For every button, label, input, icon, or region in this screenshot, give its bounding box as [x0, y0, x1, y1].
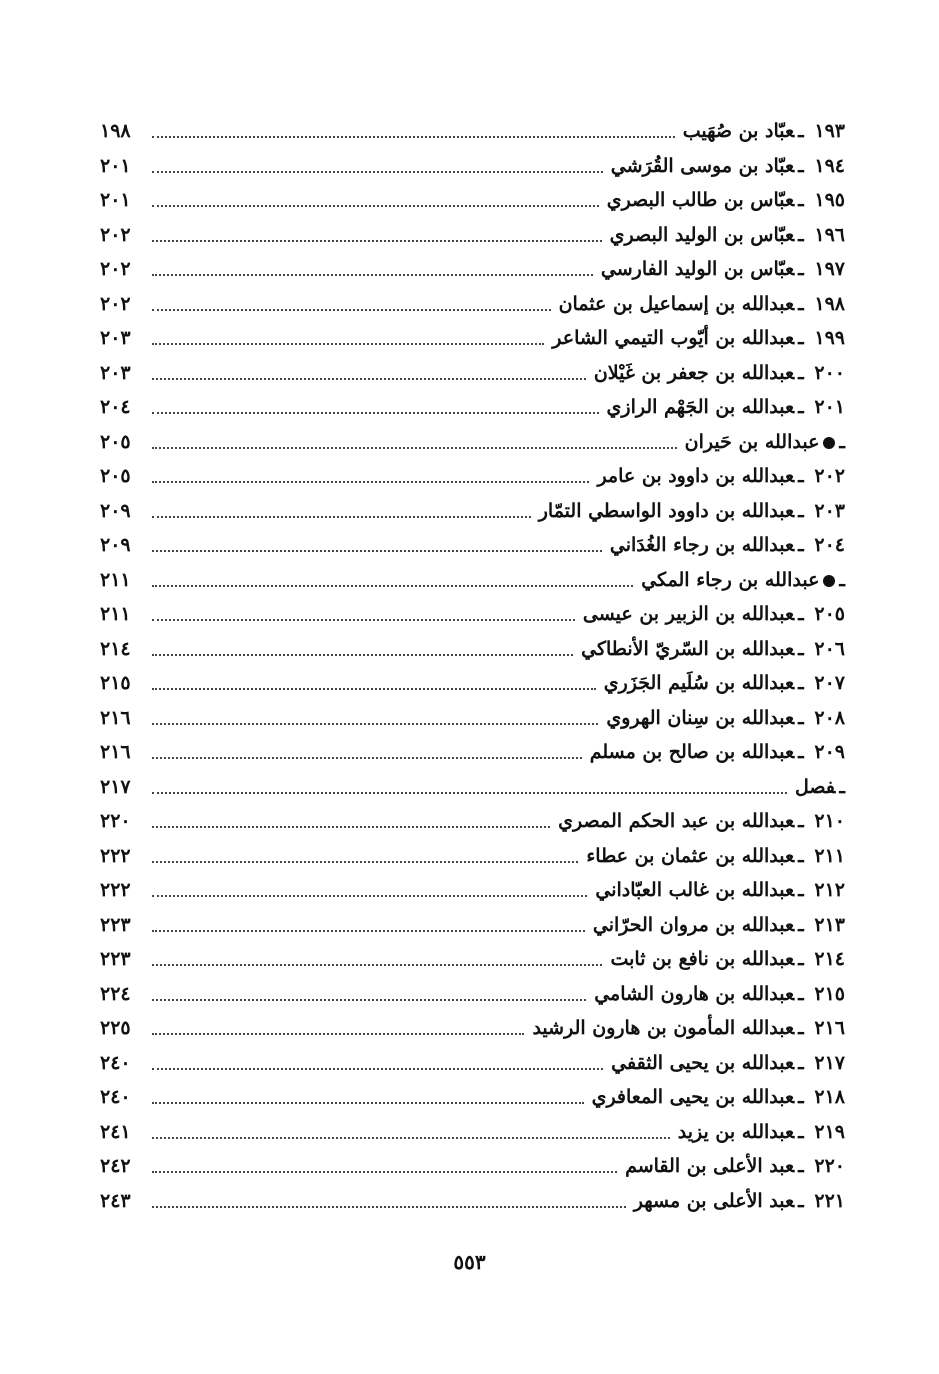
entry-text	[677, 431, 845, 453]
entry-name: عبّاد بن موسى القُرَشي	[610, 154, 795, 177]
entry-dash: ـ	[798, 534, 804, 557]
bullet-icon	[823, 575, 835, 587]
entry-dash: ـ	[798, 292, 804, 315]
entry-page: ٢٤٢	[100, 1155, 131, 1178]
entry-dash: ـ	[798, 499, 804, 522]
toc-entry	[100, 183, 845, 218]
entry-page: ٢١٤	[100, 637, 131, 660]
entry-name: عبدالله بن سِنان الهروي	[606, 706, 795, 729]
entry-number: ٢٠٦	[814, 637, 845, 660]
entry-dash: ـ	[798, 810, 804, 833]
entry-text	[550, 810, 845, 832]
entry-page: ٢١١	[100, 603, 131, 626]
entry-page: ٢٢٢	[100, 844, 131, 867]
entry-page: ٢١٦	[100, 741, 131, 764]
dot-leader	[152, 619, 575, 621]
entry-text	[626, 1190, 845, 1212]
entry-name: عبدالله بن يزيد	[677, 1120, 795, 1143]
entry-page: ٢٢٣	[100, 948, 131, 971]
toc-entry	[100, 356, 845, 391]
entry-text	[787, 776, 845, 798]
entry-dash: ـ	[798, 844, 804, 867]
entry-text	[575, 603, 845, 625]
entry-dash: ـ	[839, 430, 845, 453]
entry-page: ٢٠٢	[100, 223, 131, 246]
entry-number: ٢١٩	[814, 1120, 845, 1143]
entry-text	[551, 293, 845, 315]
dot-leader	[152, 1137, 670, 1139]
dot-leader	[152, 792, 787, 794]
entry-dash: ـ	[798, 120, 804, 143]
entry-dash: ـ	[798, 1086, 804, 1109]
entry-name: عبدالله بن عبد الحكم المصري	[558, 810, 795, 833]
entry-number: ١٩٤	[814, 154, 845, 177]
entry-number: ٢١١	[814, 844, 845, 867]
entry-number: ٢٠٩	[814, 741, 845, 764]
entry-dash: ـ	[798, 1051, 804, 1074]
entry-dash: ـ	[798, 258, 804, 281]
entry-number: ٢١٥	[814, 982, 845, 1005]
toc-entry	[100, 701, 845, 736]
entry-page: ٢٤٠	[100, 1051, 131, 1074]
entry-number: ١٩٦	[814, 223, 845, 246]
entry-dash: ـ	[798, 637, 804, 660]
entry-number: ٢١٣	[814, 913, 845, 936]
page-number: ٥٥٣	[453, 1250, 486, 1274]
entry-dash: ـ	[798, 1189, 804, 1212]
dot-leader	[152, 964, 602, 966]
entry-page: ٢٠٢	[100, 292, 131, 315]
entry-text	[573, 638, 845, 660]
entry-page: ٢١٦	[100, 706, 131, 729]
entry-page: ٢٠١	[100, 189, 131, 212]
entry-text	[603, 155, 845, 177]
entry-name: عبدالله بن رجاء المكي	[641, 568, 820, 591]
entry-name: عبدالله بن سُلَيم الجَزَري	[603, 672, 795, 695]
entry-name: عبّاس بن طالب البصري	[606, 189, 795, 212]
entry-name: عبدالله بن يحيى المعافري	[591, 1086, 795, 1109]
entry-number: ٢٠٣	[814, 499, 845, 522]
entry-number: ٢١٧	[814, 1051, 845, 1074]
entry-dash: ـ	[798, 189, 804, 212]
entry-number: ٢٢١	[814, 1189, 845, 1212]
entry-name: عبّاس بن الوليد الفارسي	[600, 258, 795, 281]
entry-name: عبدالله بن الزبير بن عيسى	[582, 603, 795, 626]
toc-entry	[100, 528, 845, 563]
entry-text	[596, 672, 845, 694]
entry-dash: ـ	[798, 913, 804, 936]
toc-entry	[100, 977, 845, 1012]
entry-page: ٢١٥	[100, 672, 131, 695]
entry-name: عبدالله بن يحيى الثقفي	[611, 1051, 795, 1074]
entry-page: ٢٢٥	[100, 1017, 131, 1040]
entry-number: ٢٠٧	[814, 672, 845, 695]
entry-dash: ـ	[798, 603, 804, 626]
entry-text	[670, 1121, 845, 1143]
entry-name: عبدالله بن رجاء الغُدَاني	[609, 534, 795, 557]
entry-text	[586, 983, 845, 1005]
toc-entry	[100, 908, 845, 943]
entry-number: ١٩٧	[814, 258, 845, 281]
toc-entry	[100, 804, 845, 839]
toc-entry	[100, 873, 845, 908]
entry-text	[578, 845, 845, 867]
entry-dash: ـ	[798, 948, 804, 971]
entry-name: عبدالله بن داوود الواسطي التمّار	[538, 499, 795, 522]
entry-name: فصل	[794, 775, 836, 798]
entry-page: ٢٠٣	[100, 327, 131, 350]
dot-leader	[152, 757, 582, 759]
toc-entry	[100, 942, 845, 977]
entry-page: ٢٢٣	[100, 913, 131, 936]
toc-entry	[100, 494, 845, 529]
toc-entry	[100, 1080, 845, 1115]
toc-entry	[100, 1184, 845, 1219]
dot-leader	[152, 274, 593, 276]
toc-entry	[100, 597, 845, 632]
dot-leader	[152, 447, 677, 449]
dot-leader	[152, 1171, 617, 1173]
toc-entry	[100, 1011, 845, 1046]
toc-entry	[100, 218, 845, 253]
entry-dash: ـ	[798, 1155, 804, 1178]
entry-number: ١٩٨	[814, 292, 845, 315]
entry-text	[593, 258, 845, 280]
dot-leader	[152, 171, 603, 173]
toc-entry	[100, 149, 845, 184]
dot-leader	[152, 378, 586, 380]
toc-entry	[100, 1115, 845, 1150]
entry-text	[602, 534, 845, 556]
dot-leader	[152, 205, 599, 207]
toc-entry	[100, 1149, 845, 1184]
entry-name: عبدالله بن داوود بن عامر	[597, 465, 795, 488]
entry-page: ٢٤٣	[100, 1189, 131, 1212]
dot-leader	[152, 585, 633, 587]
entry-page: ٢٢٠	[100, 810, 131, 833]
entry-text	[675, 120, 845, 142]
entry-name: عبدالله بن إسماعيل بن عثمان	[558, 292, 795, 315]
entry-name: عبدالله بن السّريّ الأنطاكي	[581, 637, 795, 660]
entry-number: ١٩٥	[814, 189, 845, 212]
entry-dash: ـ	[798, 1120, 804, 1143]
entry-name: عبدالله بن نافع بن ثابت	[610, 948, 795, 971]
entry-page: ٢٠٥	[100, 465, 131, 488]
entry-text	[633, 569, 845, 591]
entry-dash: ـ	[798, 396, 804, 419]
entry-name: عبّاد بن صُهَيب	[682, 120, 795, 143]
entry-number: ٢١٠	[814, 810, 845, 833]
toc-entry	[100, 735, 845, 770]
entry-name: عبّاس بن الوليد البصري	[609, 223, 795, 246]
entry-page: ٢٢٤	[100, 982, 131, 1005]
entry-text	[531, 500, 845, 522]
dot-leader	[152, 550, 602, 552]
toc-entry	[100, 287, 845, 322]
dot-leader	[152, 999, 586, 1001]
entry-number: ٢٠٨	[814, 706, 845, 729]
dot-leader	[152, 688, 596, 690]
entry-page: ٢٠٢	[100, 258, 131, 281]
toc-entry	[100, 390, 845, 425]
entry-page: ٢٠٣	[100, 361, 131, 384]
entry-text	[589, 465, 845, 487]
entry-dash: ـ	[798, 879, 804, 902]
entry-dash: ـ	[798, 741, 804, 764]
entry-dash: ـ	[839, 568, 845, 591]
entry-text	[603, 1052, 845, 1074]
entry-text	[524, 1017, 845, 1039]
entry-text	[599, 396, 845, 418]
dot-leader	[152, 412, 599, 414]
dot-leader	[152, 1033, 524, 1035]
entry-name: عبدالله بن صالح بن مسلم	[589, 741, 795, 764]
entry-page: ٢٠٩	[100, 499, 131, 522]
entry-page: ١٩٨	[100, 120, 131, 143]
entry-number: ٢١٦	[814, 1017, 845, 1040]
toc-entry	[100, 666, 845, 701]
toc-entry	[100, 425, 845, 460]
entry-page: ٢٠٩	[100, 534, 131, 557]
entry-number: ٢٠٢	[814, 465, 845, 488]
entry-dash: ـ	[798, 1017, 804, 1040]
entry-dash: ـ	[798, 672, 804, 695]
entry-text	[582, 741, 845, 763]
entry-number: ٢٠٤	[814, 534, 845, 557]
dot-leader	[152, 481, 589, 483]
entry-dash: ـ	[798, 223, 804, 246]
toc-entry	[100, 632, 845, 667]
entry-dash: ـ	[798, 327, 804, 350]
entry-page: ٢١١	[100, 568, 131, 591]
dot-leader	[152, 723, 598, 725]
toc-entry	[100, 563, 845, 598]
entry-text	[585, 914, 845, 936]
dot-leader	[152, 654, 573, 656]
entry-text	[598, 707, 845, 729]
dot-leader	[152, 516, 531, 518]
dot-leader	[152, 861, 578, 863]
entry-number: ٢٠١	[814, 396, 845, 419]
dot-leader	[152, 1068, 603, 1070]
entry-text	[586, 362, 845, 384]
dot-leader	[152, 1206, 626, 1208]
entry-number: ١٩٣	[814, 120, 845, 143]
entry-text	[584, 1086, 845, 1108]
entry-page: ٢٤٠	[100, 1086, 131, 1109]
entry-name: عبدالله بن غالب العبّاداني	[595, 879, 795, 902]
entry-page: ٢٢٢	[100, 879, 131, 902]
entry-dash: ـ	[798, 706, 804, 729]
entry-dash: ـ	[798, 361, 804, 384]
toc-entry	[100, 252, 845, 287]
entry-dash: ـ	[839, 775, 845, 798]
entry-text	[602, 948, 845, 970]
entry-name: عبدالله بن الجَهْم الرازي	[606, 396, 795, 419]
dot-leader	[152, 343, 544, 345]
entry-name: عبد الأعلى بن القاسم	[625, 1155, 795, 1178]
entry-page: ٢٠٤	[100, 396, 131, 419]
dot-leader	[152, 930, 585, 932]
entry-text	[617, 1155, 845, 1177]
entry-page: ٢٠١	[100, 154, 131, 177]
table-of-contents	[100, 114, 845, 1218]
dot-leader	[152, 895, 587, 897]
entry-number: ٢١٤	[814, 948, 845, 971]
entry-name: عبدالله بن حَيران	[684, 430, 820, 453]
dot-leader	[152, 826, 550, 828]
entry-number: ٢١٢	[814, 879, 845, 902]
dot-leader	[152, 240, 602, 242]
entry-number: ٢٠٥	[814, 603, 845, 626]
entry-text	[587, 879, 845, 901]
entry-name: عبدالله بن أيّوب التيمي الشاعر	[552, 327, 795, 350]
entry-page: ٢٠٥	[100, 430, 131, 453]
entry-name: عبدالله بن عثمان بن عطاء	[586, 844, 795, 867]
entry-page: ٢٤١	[100, 1120, 131, 1143]
entry-number: ٢٠٠	[814, 361, 845, 384]
entry-name: عبدالله بن جعفر بن غَيْلان	[593, 361, 795, 384]
toc-entry	[100, 114, 845, 149]
entry-name: عبدالله المأمون بن هارون الرشيد	[532, 1017, 795, 1040]
entry-dash: ـ	[798, 982, 804, 1005]
entry-page: ٢١٧	[100, 775, 131, 798]
entry-text	[602, 224, 845, 246]
toc-entry	[100, 770, 845, 805]
entry-dash: ـ	[798, 465, 804, 488]
entry-name: عبدالله بن هارون الشامي	[594, 982, 795, 1005]
dot-leader	[152, 309, 551, 311]
dot-leader	[152, 1102, 584, 1104]
entry-name: عبد الأعلى بن مسهر	[633, 1189, 795, 1212]
entry-number: ٢١٨	[814, 1086, 845, 1109]
toc-entry	[100, 459, 845, 494]
entry-number: ٢٢٠	[814, 1155, 845, 1178]
entry-name: عبدالله بن مروان الحرّاني	[592, 913, 795, 936]
toc-entry	[100, 321, 845, 356]
entry-text	[599, 189, 845, 211]
dot-leader	[152, 136, 675, 138]
entry-text	[544, 327, 845, 349]
bullet-icon	[823, 437, 835, 449]
entry-number: ١٩٩	[814, 327, 845, 350]
toc-entry	[100, 1046, 845, 1081]
toc-entry	[100, 839, 845, 874]
entry-dash: ـ	[798, 154, 804, 177]
